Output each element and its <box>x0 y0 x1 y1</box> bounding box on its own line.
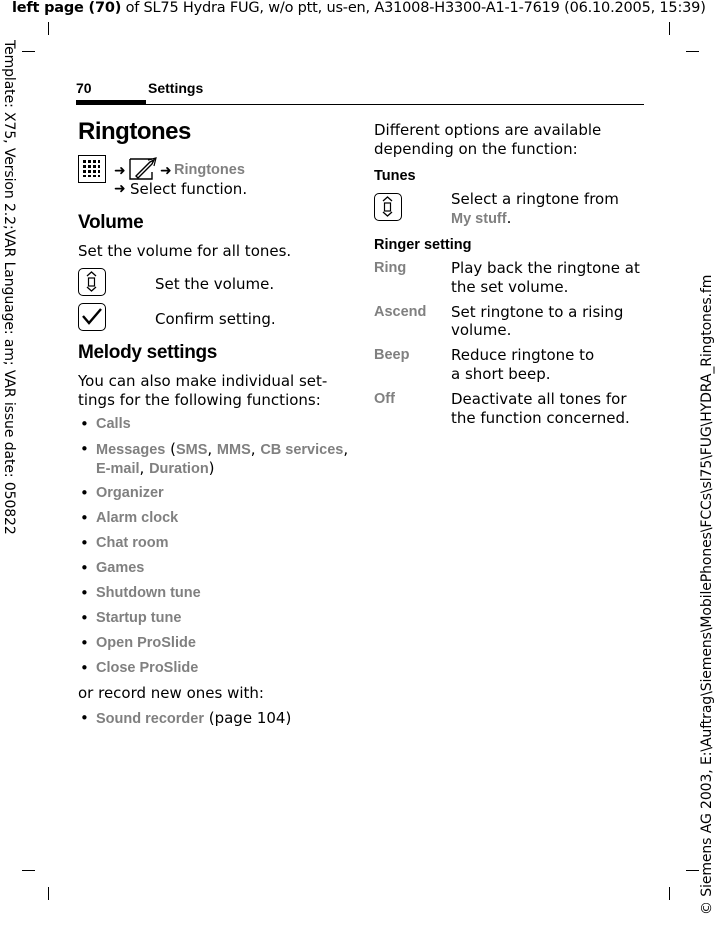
list-item-messages: Messages (SMS, MMS, CB services, <box>96 440 349 458</box>
right-intro-2: depending on the function: <box>374 140 578 158</box>
crop-mark <box>48 887 49 900</box>
nav-arrow-3: ➜ <box>114 181 126 197</box>
header-rule <box>76 104 644 105</box>
print-header <box>12 0 706 16</box>
ringer-heading: Ringer setting <box>374 237 472 253</box>
checkmark-icon <box>78 303 106 331</box>
option-desc: a short beep. <box>451 365 551 383</box>
list-item: Calls <box>96 416 131 432</box>
option-desc: Play back the ringtone at <box>451 259 640 277</box>
option-term: Ascend <box>374 304 427 320</box>
tunes-heading: Tunes <box>374 168 416 184</box>
right-margin-text: © Siemens AG 2003, E:\Auftrag\Siemens\MobilePhones\FCCs\sl75\FUG\HYDRA_Ringtones.fm <box>699 274 715 915</box>
print-header-page: left page (70) <box>12 0 122 16</box>
volume-row-text: Set the volume. <box>155 275 275 293</box>
list-item: Shutdown tune <box>96 585 201 601</box>
list-item: Alarm clock <box>96 510 179 526</box>
option-term: Beep <box>374 347 410 363</box>
section-title: Settings <box>148 80 204 96</box>
list-item: Games <box>96 560 145 576</box>
tunes-text-1: Select a ringtone from <box>451 190 619 208</box>
list-item: Close ProSlide <box>96 660 199 676</box>
settings-tool-icon <box>128 156 158 182</box>
bullet: • <box>80 634 89 652</box>
crop-mark <box>22 870 35 871</box>
menu-grid-icon <box>78 155 106 183</box>
tunes-text-2: My stuff. <box>451 209 512 227</box>
nav-arrow-2: ➜ <box>160 163 172 179</box>
crop-mark <box>48 22 49 35</box>
bullet: • <box>80 415 89 433</box>
bullet: • <box>80 584 89 602</box>
option-desc: the set volume. <box>451 278 569 296</box>
list-item: Startup tune <box>96 610 182 626</box>
nav-arrow-1: ➜ <box>114 163 126 179</box>
crop-mark <box>686 870 699 871</box>
melody-heading: Melody settings <box>78 342 218 363</box>
option-desc: volume. <box>451 321 512 339</box>
list-item: Chat room <box>96 535 169 551</box>
melody-intro-2: tings for the following functions: <box>78 391 321 409</box>
crop-mark <box>669 887 670 900</box>
bullet: • <box>80 484 89 502</box>
right-intro-1: Different options are available <box>374 121 602 139</box>
nav-select-function: Select function. <box>130 180 248 198</box>
option-term: Ring <box>374 260 407 276</box>
option-desc: Set ringtone to a rising <box>451 303 624 321</box>
list-item: Organizer <box>96 485 164 501</box>
bullet: • <box>80 709 89 727</box>
option-desc: the function concerned. <box>451 409 630 427</box>
nav-up-down-icon <box>374 193 402 221</box>
page-title: Ringtones <box>78 118 191 145</box>
volume-heading: Volume <box>78 212 144 233</box>
page-number: 70 <box>76 80 92 96</box>
melody-intro-1: You can also make individual set- <box>78 372 328 390</box>
record-intro: or record new ones with: <box>78 684 264 702</box>
bullet: • <box>80 559 89 577</box>
option-desc: Reduce ringtone to <box>451 346 595 364</box>
confirm-row-text: Confirm setting. <box>155 310 276 328</box>
bullet: • <box>80 509 89 527</box>
volume-intro: Set the volume for all tones. <box>78 242 292 260</box>
crop-mark <box>686 51 699 52</box>
crop-mark <box>669 22 670 35</box>
option-term: Off <box>374 391 395 407</box>
bullet: • <box>80 609 89 627</box>
bullet: • <box>80 440 89 458</box>
list-item-recorder: Sound recorder (page 104) <box>96 709 292 727</box>
list-item: Open ProSlide <box>96 635 196 651</box>
option-desc: Deactivate all tones for <box>451 390 627 408</box>
print-header-rest: of SL75 Hydra FUG, w/o ptt, us-en, A31008-H3300-A1-1-7619 (06.10.2005, 15:39) <box>121 0 706 16</box>
nav-item-ringtones: Ringtones <box>174 162 245 178</box>
bullet: • <box>80 659 89 677</box>
bullet: • <box>80 534 89 552</box>
nav-up-down-icon <box>78 268 106 296</box>
crop-mark <box>22 51 35 52</box>
left-margin-text: Template: X75, Version 2.2;VAR Language: am; VAR issue date: 050822 <box>1 40 17 535</box>
list-item-messages-cont: E-mail, Duration) <box>96 459 215 477</box>
